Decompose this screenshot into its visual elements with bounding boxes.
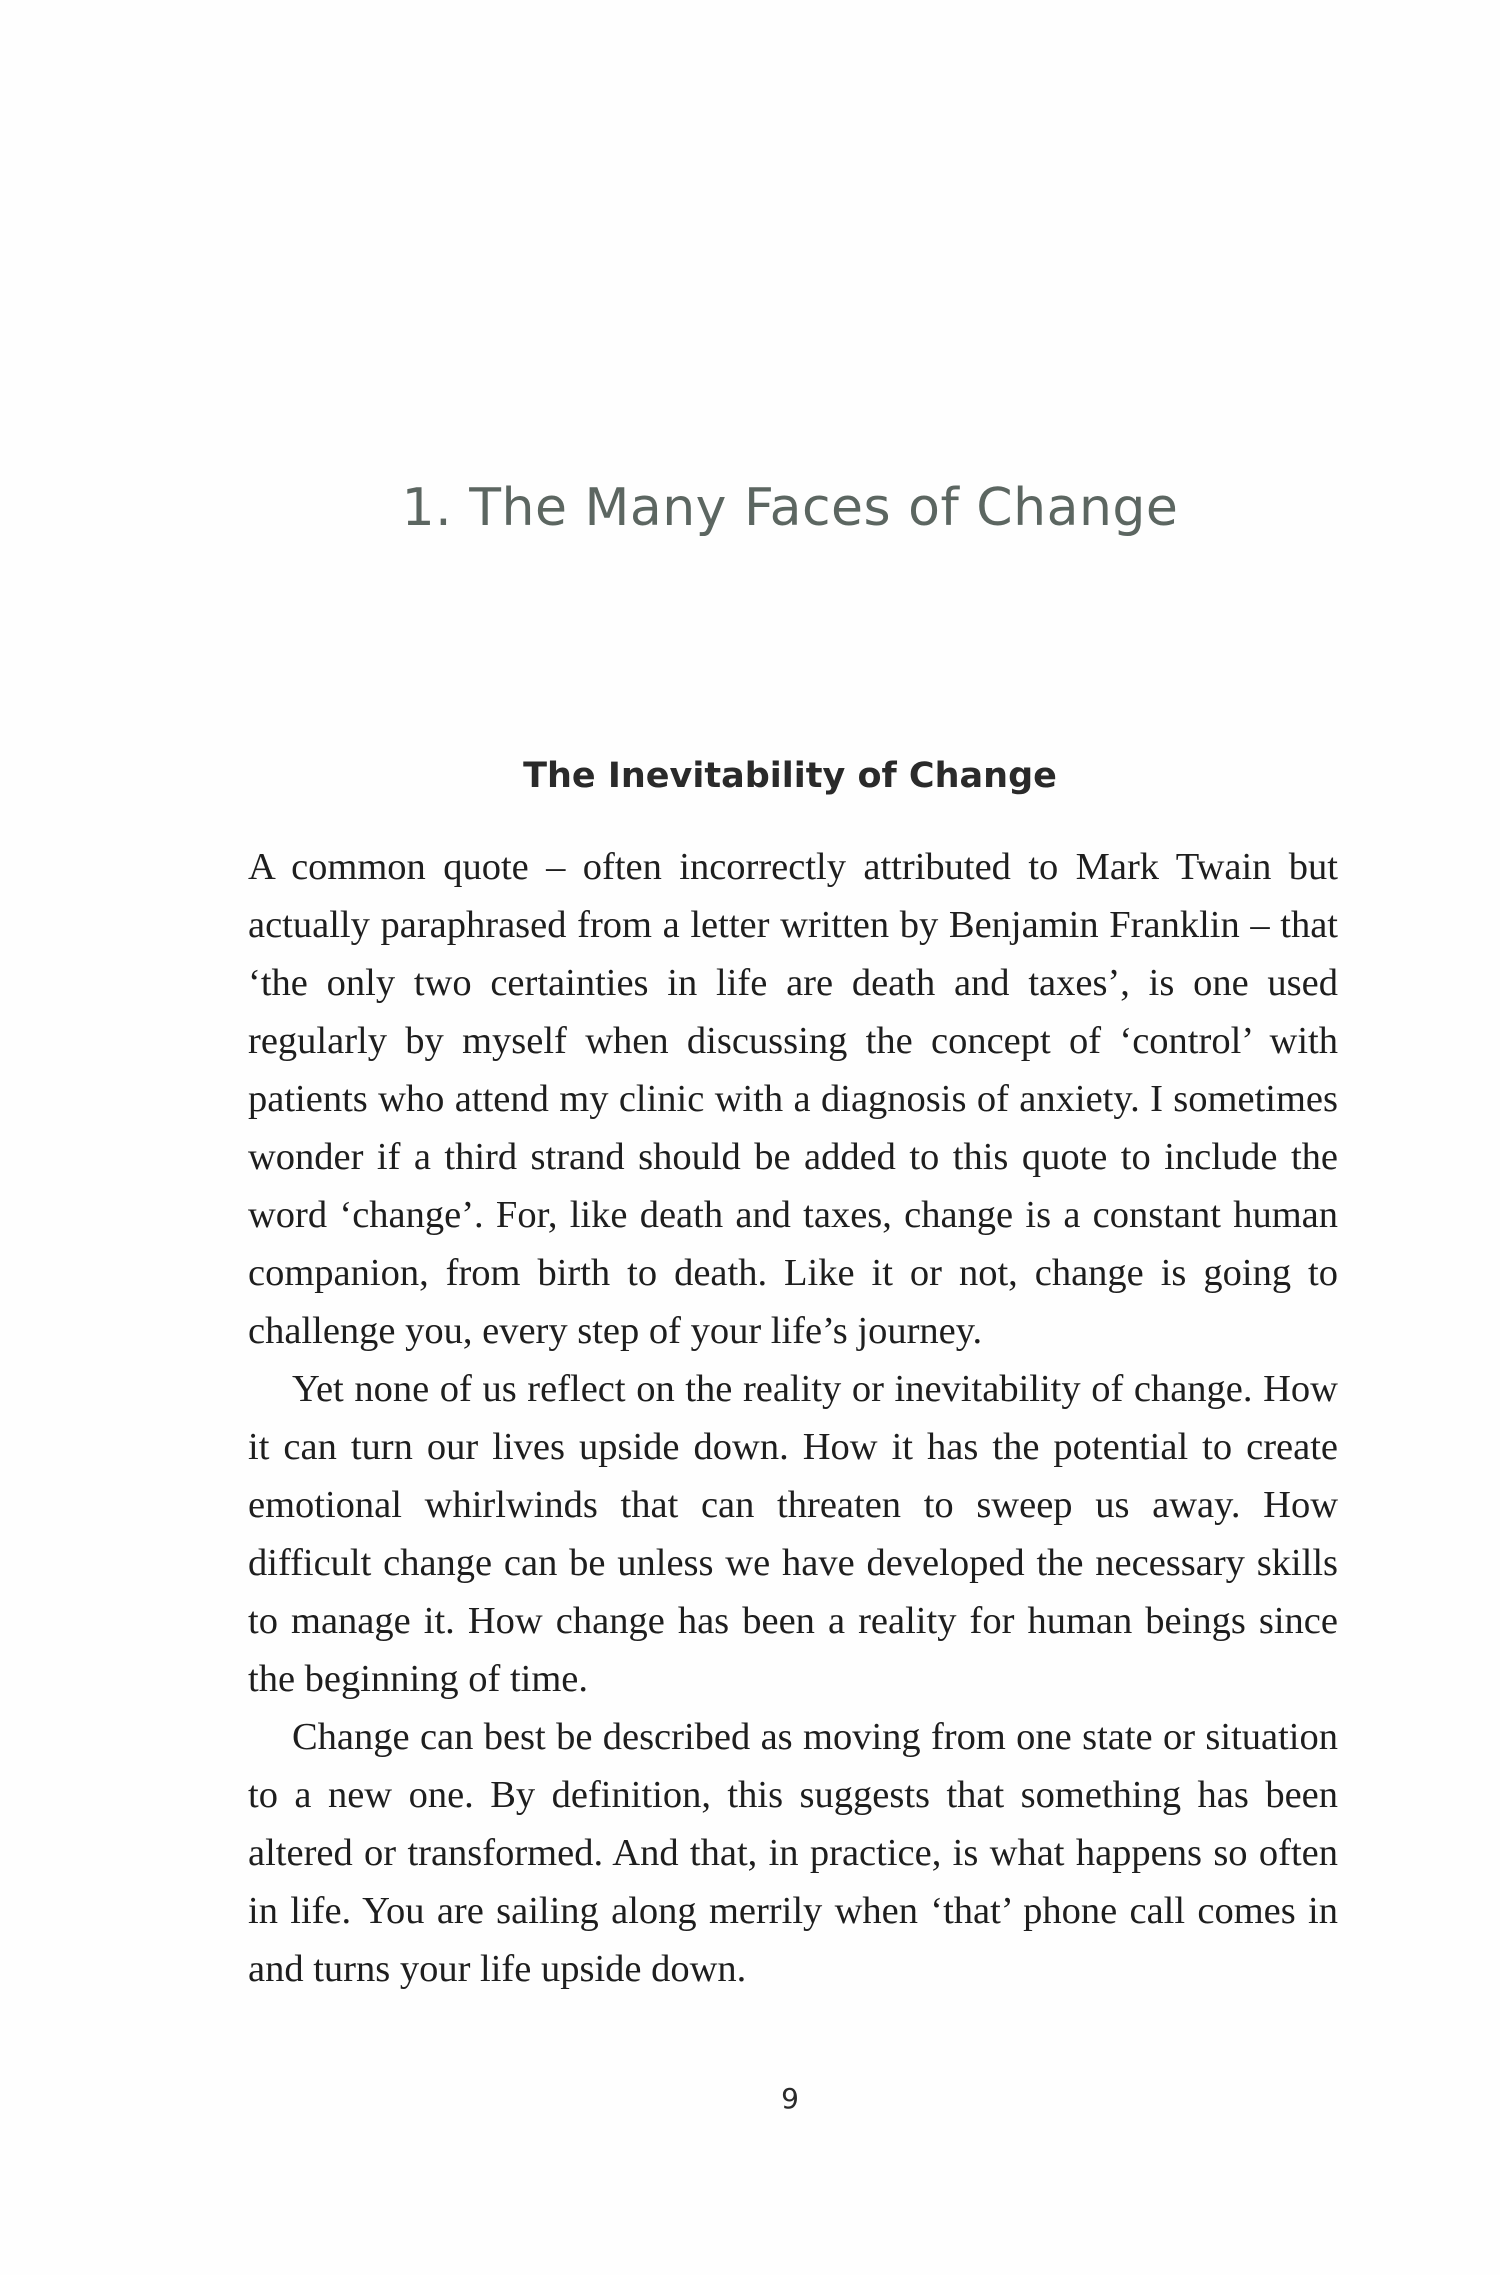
chapter-title: 1. The Many Faces of Change: [401, 478, 1179, 538]
page-number: 9: [781, 2082, 799, 2115]
paragraph-1: A common quote – often incorrectly attributed to Mark Twain but actually paraphrased from a letter written by Benjamin Franklin – that ‘the only two certainties in life are death and taxes’, is one used regularly by myself when discussing the concept of ‘control’ with patients who attend my clinic with a diagnosis of anxiety. I sometimes wonder if a third strand should be added to this quote to include the word ‘change’. For, like death and taxes, change is a constant human companion, from birth to death. Like it or not, change is going to challenge you, every step of your life’s journey.: [248, 846, 1338, 1352]
paragraph-2: Yet none of us reflect on the reality or inevitability of change. How it can turn our lives upside down. How it has the potential to create emotional whirlwinds that can threaten to sweep us away. How difficult change can be unless we have developed the necessary skills to manage it. How change has been a reality for human beings since the beginning of time.: [248, 1368, 1338, 1700]
paragraph-3: Change can best be described as moving from one state or situation to a new one. By definition, this suggests that something has been altered or transformed. And that, in practice, is what happens so often in life. You are sailing along merrily when ‘that’ phone call comes in and turns your life upside down.: [248, 1716, 1338, 1990]
section-heading: The Inevitability of Change: [523, 756, 1057, 796]
body-text: [248, 838, 1338, 1998]
